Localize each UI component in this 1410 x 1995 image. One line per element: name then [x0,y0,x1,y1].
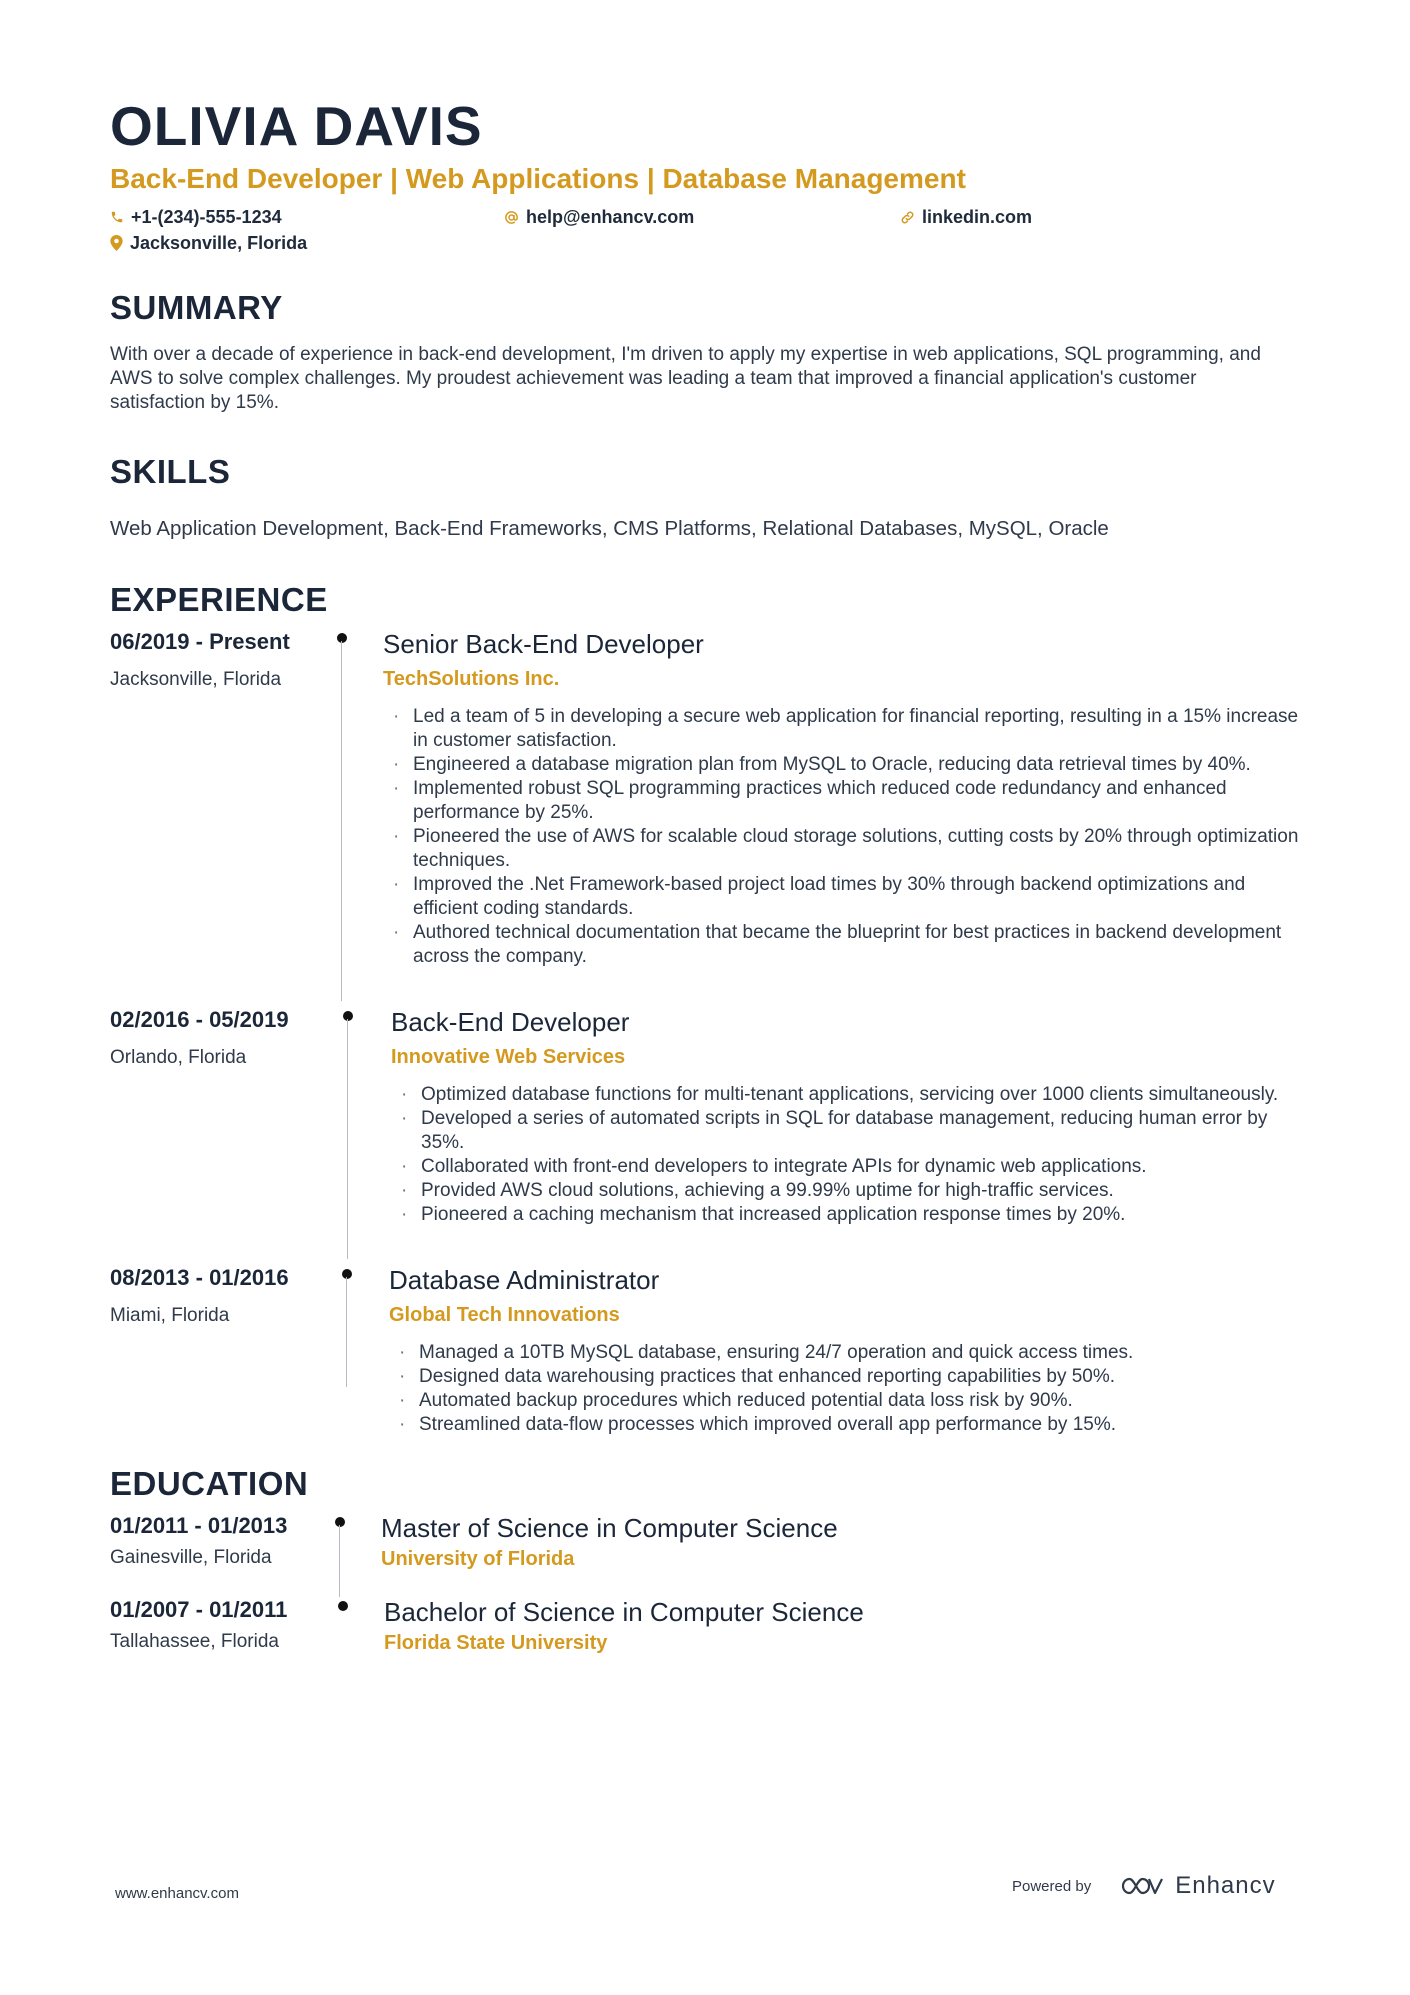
footer-branding [1012,1872,1276,1900]
summary-heading: SUMMARY [110,288,283,326]
job-dates: 02/2016 - 05/2019 [110,1006,289,1032]
bullet-dot: · [393,921,400,943]
email-contact[interactable] [504,207,694,228]
link-icon [900,210,915,225]
job-company: Innovative Web Services [391,1045,626,1068]
bullet-text: Developed a series of automated scripts in SQL for database management, reducing human error by 35%. [421,1107,1268,1153]
footer-website[interactable]: www.enhancv.com [115,1885,239,1902]
entry-meta [110,1007,340,1069]
bullet-dot: · [399,1341,406,1363]
edu-degree: Bachelor of Science in Computer Science [384,1596,864,1627]
bullet-dot: · [399,1365,406,1387]
edu-location: Gainesville, Florida [110,1546,272,1568]
bullet-dot: · [401,1107,408,1129]
timeline-dot [343,1011,353,1021]
bullet-dot: · [399,1389,406,1411]
bullet-item [391,1203,1301,1227]
job-role: Database Administrator [389,1264,660,1295]
bullet-dot: · [393,777,400,799]
timeline-dot [342,1269,352,1279]
bullet-text: Automated backup procedures which reduced potential data loss risk by 90%. [419,1389,1073,1411]
contact-row-2 [110,233,1310,259]
location-text: Jacksonville, Florida [130,232,308,253]
phone-contact [110,207,282,228]
job-role: Back-End Developer [391,1006,630,1037]
edu-details [381,1513,1281,1571]
bullet-dot: · [399,1413,406,1435]
bullet-text: Managed a 10TB MySQL database, ensuring 24/7 operation and quick access times. [419,1341,1134,1363]
job-bullets [391,1083,1301,1227]
job-location: Orlando, Florida [110,1046,247,1068]
job-details [391,1007,1301,1227]
experience-heading: EXPERIENCE [110,580,328,618]
bullet-text: Provided AWS cloud solutions, achieving a 99.99% uptime for high-traffic services. [421,1179,1114,1201]
bullet-item [389,1365,1299,1389]
summary-text: With over a decade of experience in back-end development, I'm driven to apply my expertise in web applications, SQL programming, and AWS to solve complex challenges. My proudest achievement was leading a team that improved a financial application's customer satisfaction by 15%. [110,343,1261,413]
bullet-text: Pioneered a caching mechanism that increased application response times by 20%. [421,1203,1126,1225]
job-location: Miami, Florida [110,1304,230,1326]
bullet-text: Engineered a database migration plan from MySQL to Oracle, reducing data retrieval times by 40%. [413,753,1251,775]
entry-meta [110,629,340,691]
education-entry [110,1513,1310,1597]
skills-text: Web Application Development, Back-End Frameworks, CMS Platforms, Relational Databases, MySQL, Oracle [110,516,1109,540]
experience-entry [110,1265,1310,1465]
bullet-dot: · [393,753,400,775]
job-role: Senior Back-End Developer [383,628,704,659]
at-icon [504,210,519,225]
education-list [110,1513,1310,1681]
job-location: Jacksonville, Florida [110,668,282,690]
timeline-line [341,641,342,1001]
bullet-dot: · [393,825,400,847]
location-contact [110,233,307,254]
job-details [383,629,1303,969]
bullet-text: Optimized database functions for multi-tenant applications, servicing over 1000 clients simultaneously. [421,1083,1279,1105]
email-text: help@enhancv.com [526,206,695,227]
job-company: Global Tech Innovations [389,1303,620,1326]
edu-dates: 01/2011 - 01/2013 [110,1512,288,1538]
edu-school: Florida State University [384,1631,608,1654]
bullet-item [383,921,1303,969]
bullet-dot: · [401,1179,408,1201]
timeline-line [346,1277,347,1387]
bullet-dot: · [401,1083,408,1105]
edu-location: Tallahassee, Florida [110,1630,279,1652]
education-heading: EDUCATION [110,1464,309,1502]
bullet-text: Streamlined data-flow processes which improved overall app performance by 15%. [419,1413,1117,1435]
education-entry [110,1597,1310,1681]
bullet-text: Authored technical documentation that became the blueprint for best practices in backend development across the company. [413,921,1282,967]
bullet-item [383,873,1303,921]
edu-degree: Master of Science in Computer Science [381,1512,838,1543]
entry-meta [110,1513,340,1569]
bullet-dot: · [401,1203,408,1225]
bullet-item [389,1413,1299,1437]
timeline-line [347,1019,348,1259]
bullet-text: Designed data warehousing practices that enhanced reporting capabilities by 50%. [419,1365,1116,1387]
timeline-dot [338,1601,348,1611]
entry-meta [110,1265,340,1327]
bullet-text: Implemented robust SQL programming practices which reduced code redundancy and enhanced performance by 25%. [413,777,1227,823]
job-company: TechSolutions Inc. [383,667,560,690]
candidate-title: Back-End Developer | Web Applications | Database Management [110,162,966,194]
candidate-name: OLIVIA DAVIS [110,95,483,157]
bullet-item [391,1179,1301,1203]
bullet-dot: · [393,873,400,895]
job-dates: 06/2019 - Present [110,628,290,654]
bullet-dot: · [393,705,400,727]
bullet-item [391,1155,1301,1179]
timeline-line [339,1525,340,1597]
job-details [389,1265,1299,1437]
phone-icon [110,210,124,224]
experience-entry [110,629,1310,1007]
brand-name: Enhancv [1175,1872,1276,1899]
bullet-text: Led a team of 5 in developing a secure web application for financial reporting, resulting in a 15% increase in customer satisfaction. [413,705,1299,751]
skills-heading: SKILLS [110,452,231,490]
bullet-item [383,777,1303,825]
bullet-text: Collaborated with front-end developers to integrate APIs for dynamic web applications. [421,1155,1147,1177]
phone-text: +1-(234)-555-1234 [131,206,282,227]
job-bullets [389,1341,1299,1437]
edu-school: University of Florida [381,1547,575,1570]
resume-page [110,96,1310,1681]
edu-details [384,1597,1284,1655]
linkedin-contact[interactable] [900,207,1032,228]
experience-entry [110,1007,1310,1265]
bullet-item [391,1107,1301,1155]
entry-meta [110,1597,340,1653]
job-dates: 08/2013 - 01/2016 [110,1264,289,1290]
job-bullets [383,705,1303,969]
linkedin-text: linkedin.com [922,206,1033,227]
bullet-text: Pioneered the use of AWS for scalable cloud storage solutions, cutting costs by 20% through optimization techniques. [413,825,1299,871]
location-pin-icon [110,235,123,251]
bullet-item [391,1083,1301,1107]
bullet-item [383,705,1303,753]
powered-by-text: Powered by [1012,1877,1092,1895]
bullet-item [389,1341,1299,1365]
bullet-item [383,753,1303,777]
bullet-text: Improved the .Net Framework-based project load times by 30% through backend optimizations and efficient coding standards. [413,873,1246,919]
bullet-item [389,1389,1299,1413]
contact-row-1 [110,207,1310,233]
experience-list [110,629,1310,1465]
enhancv-logo-icon [1119,1874,1165,1898]
edu-dates: 01/2007 - 01/2011 [110,1596,288,1622]
bullet-item [383,825,1303,873]
bullet-dot: · [401,1155,408,1177]
timeline-dot [337,633,347,643]
timeline-dot [335,1517,345,1527]
